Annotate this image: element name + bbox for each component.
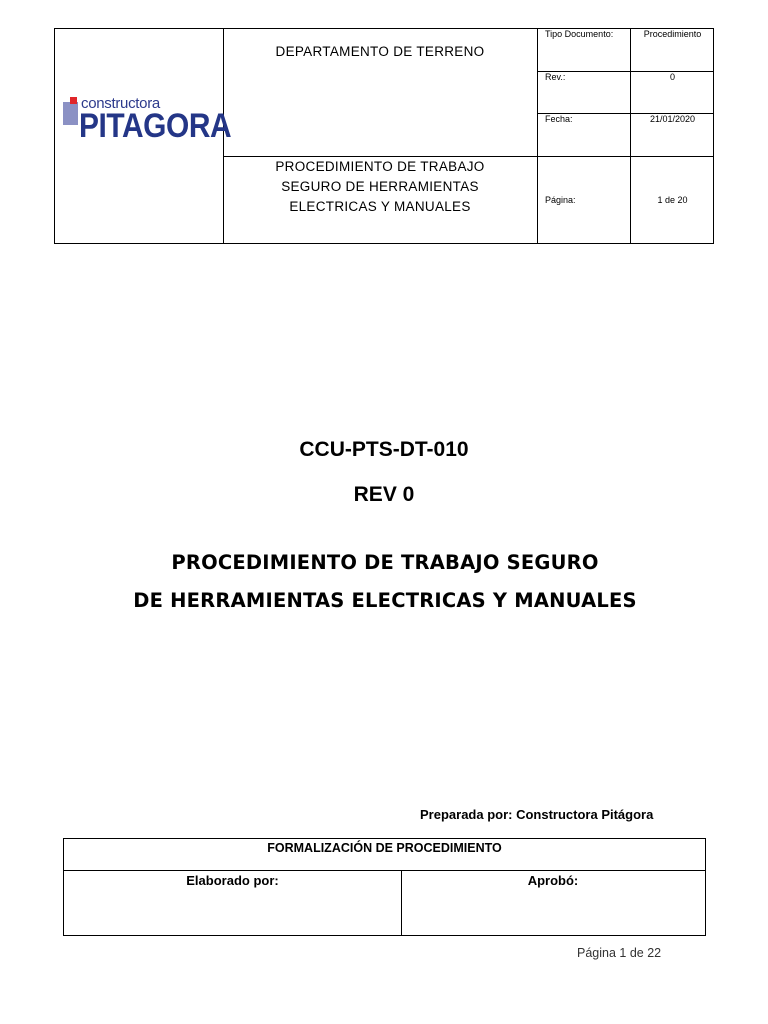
document-title-line1: PROCEDIMIENTO DE TRABAJO SEGURO xyxy=(171,551,599,574)
document-header-table xyxy=(54,28,714,244)
revision-label: Rev.: xyxy=(545,72,566,82)
department-name: DEPARTAMENTO DE TERRENO xyxy=(275,44,485,59)
date-label: Fecha: xyxy=(545,114,573,124)
procedure-title-line: ELECTRICAS Y MANUALES xyxy=(289,199,471,214)
procedure-title-line: PROCEDIMIENTO DE TRABAJO xyxy=(275,159,485,174)
formalization-title: FORMALIZACIÓN DE PROCEDIMIENTO xyxy=(267,841,502,855)
date-value: 21/01/2020 xyxy=(649,114,696,124)
doc-type-value: Procedimiento xyxy=(643,29,702,39)
procedure-title-line: SEGURO DE HERRAMIENTAS xyxy=(281,179,479,194)
revision-value: 0 xyxy=(669,72,675,82)
approved-by-label: Aprobó: xyxy=(527,873,579,888)
logo-brand: PITAGORA xyxy=(79,107,232,145)
page-value: 1 de 20 xyxy=(657,195,688,205)
logo-subtitle: constructora xyxy=(81,95,160,112)
formalization-table xyxy=(63,838,706,936)
document-title-line2: DE HERRAMIENTAS ELECTRICAS Y MANUALES xyxy=(133,589,637,612)
doc-type-label: Tipo Documento: xyxy=(545,29,614,39)
header-divider xyxy=(537,29,538,243)
header-divider xyxy=(630,29,631,243)
page-label: Página: xyxy=(545,195,576,205)
procedure-title-block xyxy=(223,157,537,217)
table-divider xyxy=(64,870,705,871)
prepared-by: Preparada por: Constructora Pitágora xyxy=(420,807,654,822)
elaborated-by-label: Elaborado por: xyxy=(186,873,279,888)
document-code: CCU-PTS-DT-010 xyxy=(299,438,469,461)
page-footer: Página 1 de 22 xyxy=(577,946,662,960)
company-logo xyxy=(63,95,232,155)
document-revision: REV 0 xyxy=(353,483,415,506)
